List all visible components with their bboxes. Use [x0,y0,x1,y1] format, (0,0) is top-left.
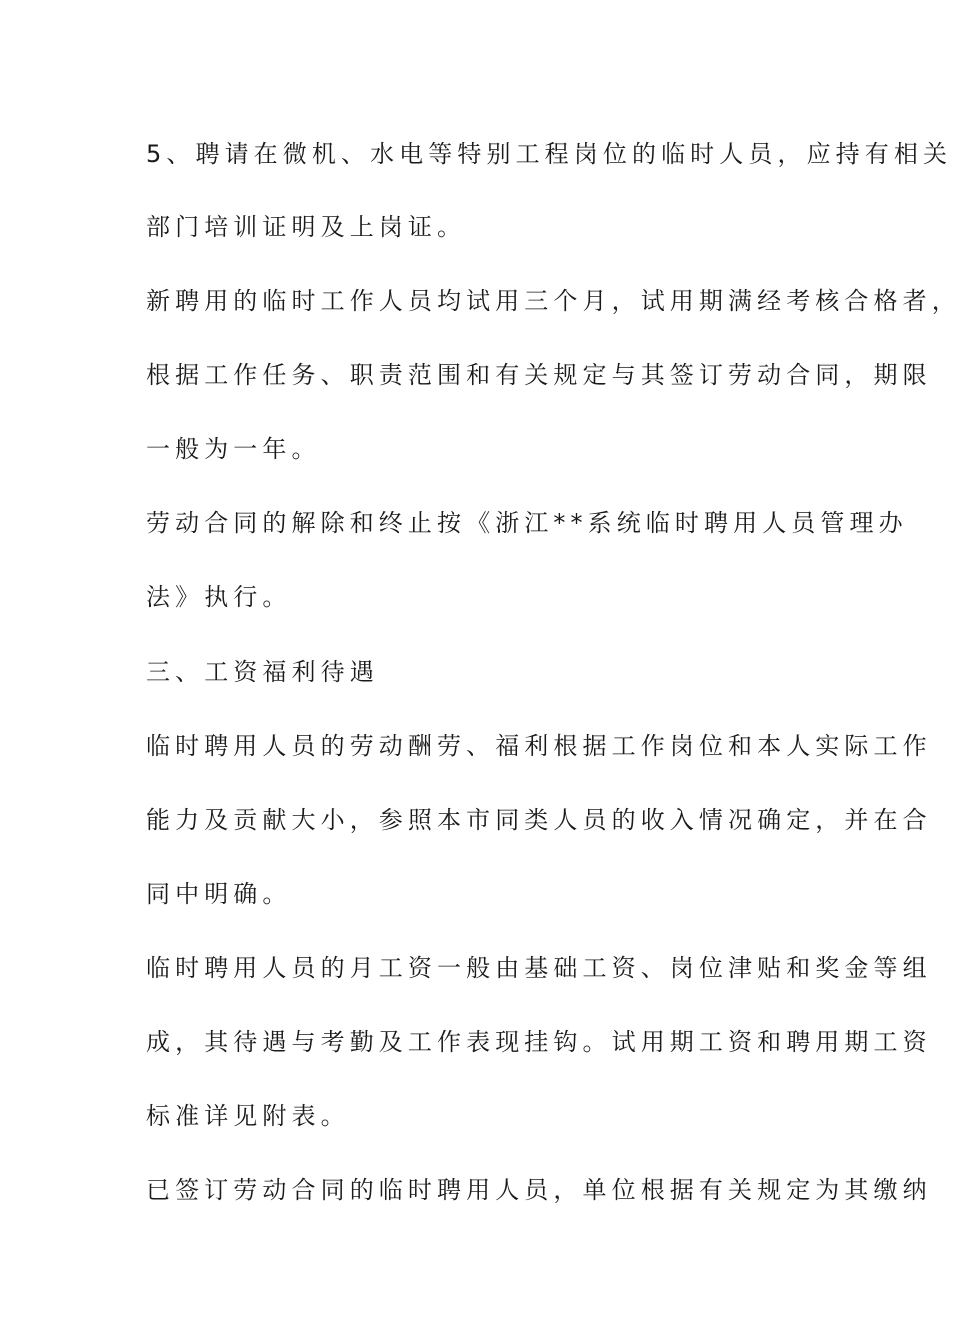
text-line: 临时聘用人员的月工资一般由基础工资、岗位津贴和奖金等组 [146,954,932,982]
text-line: 法》执行。 [146,583,292,611]
text-line: 已签订劳动合同的临时聘用人员，单位根据有关规定为其缴纳 [146,1176,932,1204]
text-line: 5、聘请在微机、水电等特别工程岗位的临时人员，应持有相关 [146,140,953,168]
text-line: 成，其待遇与考勤及工作表现挂钩。试用期工资和聘用期工资 [146,1028,932,1056]
section-heading: 三、工资福利待遇 [146,658,379,686]
text-line: 一般为一年。 [146,435,321,463]
text-line: 新聘用的临时工作人员均试用三个月，试用期满经考核合格者， [146,287,961,315]
text-line: 能力及贡献大小，参照本市同类人员的收入情况确定，并在合 [146,806,932,834]
text-line: 根据工作任务、职责范围和有关规定与其签订劳动合同，期限 [146,361,932,389]
text-line: 劳动合同的解除和终止按《浙江**系统临时聘用人员管理办 [146,509,908,537]
text-line: 部门培训证明及上岗证。 [146,213,467,241]
text-line: 同中明确。 [146,880,292,908]
text-line: 临时聘用人员的劳动酬劳、福利根据工作岗位和本人实际工作 [146,732,932,760]
text-line: 标准详见附表。 [146,1102,350,1130]
